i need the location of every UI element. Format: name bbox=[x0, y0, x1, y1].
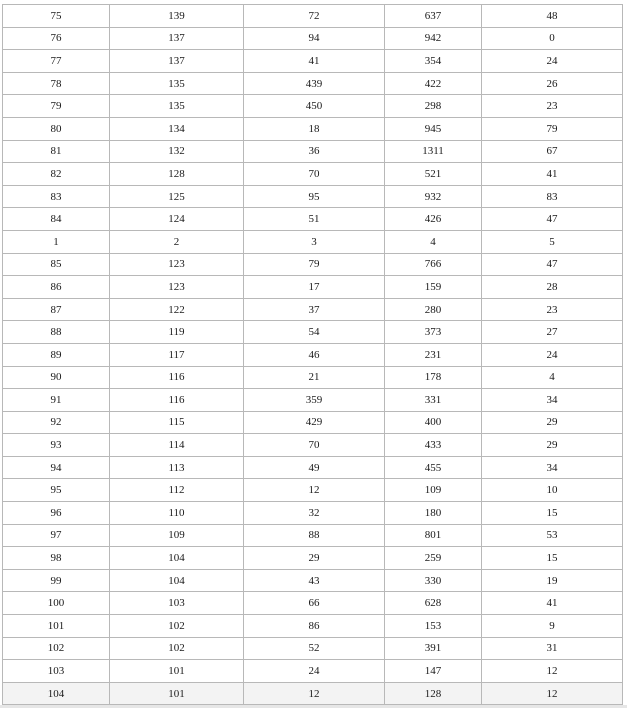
table-cell: 37 bbox=[244, 298, 385, 321]
table-cell: 109 bbox=[385, 479, 482, 502]
table-cell: 115 bbox=[110, 411, 244, 434]
table-cell: 82 bbox=[3, 163, 110, 186]
table-row bbox=[3, 321, 623, 344]
table-cell: 1311 bbox=[385, 140, 482, 163]
table-cell: 32 bbox=[244, 502, 385, 525]
table-row bbox=[3, 434, 623, 457]
table-cell: 46 bbox=[244, 343, 385, 366]
table-cell: 123 bbox=[110, 253, 244, 276]
table-row bbox=[3, 117, 623, 140]
table-row bbox=[3, 298, 623, 321]
table-cell: 66 bbox=[244, 592, 385, 615]
table-cell: 99 bbox=[3, 569, 110, 592]
table-cell: 521 bbox=[385, 163, 482, 186]
table-cell: 79 bbox=[482, 117, 623, 140]
table-cell: 87 bbox=[3, 298, 110, 321]
table-cell: 9 bbox=[482, 615, 623, 638]
table-cell: 102 bbox=[3, 637, 110, 660]
table-cell: 91 bbox=[3, 389, 110, 412]
table-cell: 77 bbox=[3, 50, 110, 73]
table-cell: 104 bbox=[3, 682, 110, 705]
table-row bbox=[3, 72, 623, 95]
table-row bbox=[3, 343, 623, 366]
table-cell: 801 bbox=[385, 524, 482, 547]
table-cell: 27 bbox=[482, 321, 623, 344]
table-cell: 945 bbox=[385, 117, 482, 140]
table-cell: 80 bbox=[3, 117, 110, 140]
table-cell: 24 bbox=[482, 50, 623, 73]
table-row bbox=[3, 637, 623, 660]
table-cell: 79 bbox=[3, 95, 110, 118]
table-cell: 12 bbox=[244, 682, 385, 705]
table-cell: 455 bbox=[385, 456, 482, 479]
table-cell: 34 bbox=[482, 389, 623, 412]
table-cell: 359 bbox=[244, 389, 385, 412]
table-row bbox=[3, 27, 623, 50]
table-cell: 137 bbox=[110, 50, 244, 73]
table-row bbox=[3, 140, 623, 163]
table-row bbox=[3, 366, 623, 389]
table-cell: 84 bbox=[3, 208, 110, 231]
table-cell: 5 bbox=[482, 230, 623, 253]
table-cell: 29 bbox=[244, 547, 385, 570]
table-cell: 43 bbox=[244, 569, 385, 592]
table-cell: 85 bbox=[3, 253, 110, 276]
table-cell: 102 bbox=[110, 615, 244, 638]
table-cell: 331 bbox=[385, 389, 482, 412]
table-cell: 19 bbox=[482, 569, 623, 592]
table-row bbox=[3, 524, 623, 547]
table-cell: 89 bbox=[3, 343, 110, 366]
table-row bbox=[3, 569, 623, 592]
table-cell: 90 bbox=[3, 366, 110, 389]
table-cell: 79 bbox=[244, 253, 385, 276]
table-cell: 24 bbox=[482, 343, 623, 366]
table-cell: 51 bbox=[244, 208, 385, 231]
table-cell: 104 bbox=[110, 569, 244, 592]
table-cell: 83 bbox=[3, 185, 110, 208]
table-cell: 116 bbox=[110, 366, 244, 389]
table-cell: 12 bbox=[244, 479, 385, 502]
table-cell: 53 bbox=[482, 524, 623, 547]
table-cell: 49 bbox=[244, 456, 385, 479]
table-cell: 92 bbox=[3, 411, 110, 434]
table-cell: 36 bbox=[244, 140, 385, 163]
table-cell: 116 bbox=[110, 389, 244, 412]
table-cell: 23 bbox=[482, 95, 623, 118]
table-cell: 48 bbox=[482, 5, 623, 28]
table-cell: 113 bbox=[110, 456, 244, 479]
table-cell: 1 bbox=[3, 230, 110, 253]
table-cell: 400 bbox=[385, 411, 482, 434]
table-cell: 134 bbox=[110, 117, 244, 140]
table-cell: 70 bbox=[244, 434, 385, 457]
table-cell: 122 bbox=[110, 298, 244, 321]
table-cell: 178 bbox=[385, 366, 482, 389]
table-cell: 41 bbox=[482, 592, 623, 615]
table-cell: 81 bbox=[3, 140, 110, 163]
table-row bbox=[3, 547, 623, 570]
table-cell: 76 bbox=[3, 27, 110, 50]
table-cell: 100 bbox=[3, 592, 110, 615]
table-cell: 102 bbox=[110, 637, 244, 660]
table-cell: 298 bbox=[385, 95, 482, 118]
table-cell: 78 bbox=[3, 72, 110, 95]
table-cell: 101 bbox=[110, 682, 244, 705]
table-cell: 103 bbox=[110, 592, 244, 615]
table-cell: 52 bbox=[244, 637, 385, 660]
table-cell: 18 bbox=[244, 117, 385, 140]
table-cell: 628 bbox=[385, 592, 482, 615]
table-cell: 96 bbox=[3, 502, 110, 525]
table-cell: 98 bbox=[3, 547, 110, 570]
table-cell: 101 bbox=[110, 660, 244, 683]
table-cell: 103 bbox=[3, 660, 110, 683]
data-table bbox=[2, 4, 623, 705]
table-row bbox=[3, 456, 623, 479]
table-cell: 137 bbox=[110, 27, 244, 50]
table-cell: 119 bbox=[110, 321, 244, 344]
table-cell: 128 bbox=[385, 682, 482, 705]
column-number-row bbox=[3, 230, 623, 253]
table-cell: 128 bbox=[110, 163, 244, 186]
table-cell: 330 bbox=[385, 569, 482, 592]
table-cell: 132 bbox=[110, 140, 244, 163]
table-cell: 147 bbox=[385, 660, 482, 683]
table-cell: 83 bbox=[482, 185, 623, 208]
table-cell: 123 bbox=[110, 276, 244, 299]
table-cell: 41 bbox=[244, 50, 385, 73]
table-cell: 354 bbox=[385, 50, 482, 73]
table-cell: 29 bbox=[482, 411, 623, 434]
table-row bbox=[3, 389, 623, 412]
table-cell: 72 bbox=[244, 5, 385, 28]
table-cell: 41 bbox=[482, 163, 623, 186]
table-cell: 75 bbox=[3, 5, 110, 28]
table-cell: 95 bbox=[3, 479, 110, 502]
table-cell: 12 bbox=[482, 660, 623, 683]
table-cell: 231 bbox=[385, 343, 482, 366]
table-cell: 12 bbox=[482, 682, 623, 705]
table-cell: 439 bbox=[244, 72, 385, 95]
table-cell: 24 bbox=[244, 660, 385, 683]
table-cell: 429 bbox=[244, 411, 385, 434]
table-row bbox=[3, 185, 623, 208]
table-cell: 23 bbox=[482, 298, 623, 321]
table-cell: 88 bbox=[244, 524, 385, 547]
table-cell: 124 bbox=[110, 208, 244, 231]
table-cell: 70 bbox=[244, 163, 385, 186]
table-cell: 125 bbox=[110, 185, 244, 208]
table-row bbox=[3, 479, 623, 502]
table-cell: 4 bbox=[385, 230, 482, 253]
table-cell: 433 bbox=[385, 434, 482, 457]
table-cell: 86 bbox=[244, 615, 385, 638]
table-cell: 259 bbox=[385, 547, 482, 570]
table-cell: 135 bbox=[110, 72, 244, 95]
table-cell: 112 bbox=[110, 479, 244, 502]
table-cell: 54 bbox=[244, 321, 385, 344]
table-cell: 942 bbox=[385, 27, 482, 50]
table-cell: 15 bbox=[482, 502, 623, 525]
table-cell: 10 bbox=[482, 479, 623, 502]
table-cell: 422 bbox=[385, 72, 482, 95]
table-cell: 114 bbox=[110, 434, 244, 457]
table-cell: 95 bbox=[244, 185, 385, 208]
table-cell: 21 bbox=[244, 366, 385, 389]
table-cell: 104 bbox=[110, 547, 244, 570]
table-cell: 97 bbox=[3, 524, 110, 547]
table-row bbox=[3, 276, 623, 299]
table-row bbox=[3, 682, 623, 705]
table-body bbox=[3, 5, 623, 705]
table-cell: 637 bbox=[385, 5, 482, 28]
table-cell: 2 bbox=[110, 230, 244, 253]
table-row bbox=[3, 615, 623, 638]
table-cell: 15 bbox=[482, 547, 623, 570]
table-cell: 109 bbox=[110, 524, 244, 547]
table-cell: 391 bbox=[385, 637, 482, 660]
table-cell: 29 bbox=[482, 434, 623, 457]
table-cell: 93 bbox=[3, 434, 110, 457]
table-row bbox=[3, 502, 623, 525]
table-cell: 101 bbox=[3, 615, 110, 638]
table-cell: 34 bbox=[482, 456, 623, 479]
table-cell: 47 bbox=[482, 208, 623, 231]
table-row bbox=[3, 411, 623, 434]
table-row bbox=[3, 50, 623, 73]
table-cell: 31 bbox=[482, 637, 623, 660]
table-cell: 139 bbox=[110, 5, 244, 28]
table-cell: 47 bbox=[482, 253, 623, 276]
table-cell: 3 bbox=[244, 230, 385, 253]
table-cell: 766 bbox=[385, 253, 482, 276]
table-cell: 280 bbox=[385, 298, 482, 321]
table-cell: 88 bbox=[3, 321, 110, 344]
table-row bbox=[3, 592, 623, 615]
table-cell: 94 bbox=[3, 456, 110, 479]
table-cell: 426 bbox=[385, 208, 482, 231]
table-cell: 373 bbox=[385, 321, 482, 344]
table-cell: 153 bbox=[385, 615, 482, 638]
table-cell: 67 bbox=[482, 140, 623, 163]
table-cell: 26 bbox=[482, 72, 623, 95]
table-cell: 110 bbox=[110, 502, 244, 525]
table-row bbox=[3, 5, 623, 28]
table-row bbox=[3, 208, 623, 231]
table-cell: 17 bbox=[244, 276, 385, 299]
table-cell: 932 bbox=[385, 185, 482, 208]
table-cell: 4 bbox=[482, 366, 623, 389]
table-row bbox=[3, 253, 623, 276]
table-cell: 159 bbox=[385, 276, 482, 299]
table-cell: 180 bbox=[385, 502, 482, 525]
table-cell: 86 bbox=[3, 276, 110, 299]
data-table-container bbox=[2, 4, 622, 705]
table-cell: 28 bbox=[482, 276, 623, 299]
table-cell: 94 bbox=[244, 27, 385, 50]
table-cell: 450 bbox=[244, 95, 385, 118]
table-cell: 135 bbox=[110, 95, 244, 118]
table-row bbox=[3, 95, 623, 118]
table-cell: 117 bbox=[110, 343, 244, 366]
table-row bbox=[3, 660, 623, 683]
table-row bbox=[3, 163, 623, 186]
table-cell: 0 bbox=[482, 27, 623, 50]
